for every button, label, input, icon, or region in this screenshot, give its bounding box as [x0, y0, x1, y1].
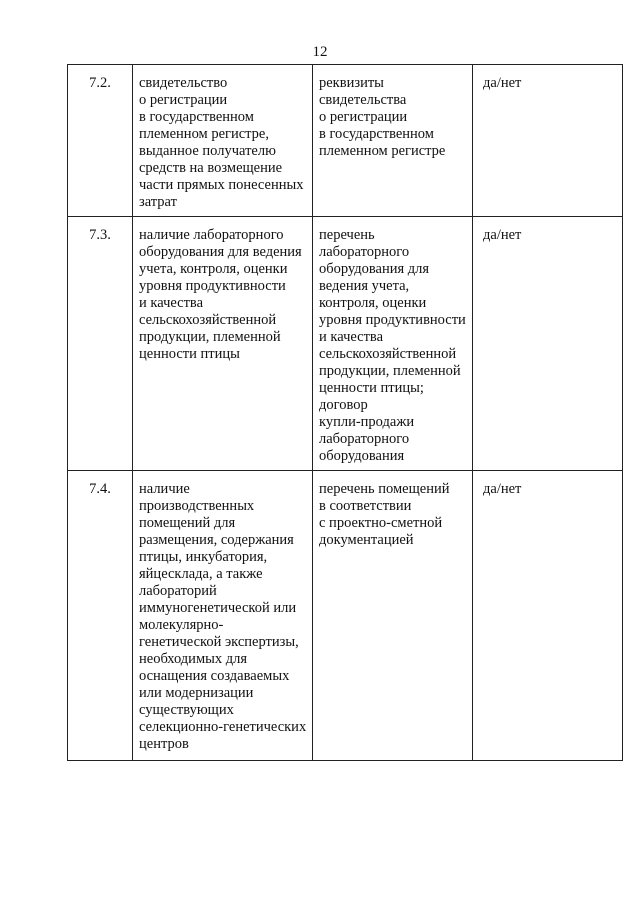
item-number: 7.3. — [68, 217, 133, 471]
table-row — [68, 471, 623, 761]
documents-text: реквизиты свидетельства о регистрации в государственном племенном регистре — [313, 65, 473, 217]
answer-text: да/нет — [473, 471, 623, 761]
page-number: 12 — [312, 44, 328, 60]
criterion-text: свидетельство о регистрации в государственном племенном регистре, выданное получателю средств на возмещение части прямых понесенных затрат — [133, 65, 313, 217]
table-row — [68, 217, 623, 471]
item-number: 7.4. — [68, 471, 133, 761]
answer-text: да/нет — [473, 217, 623, 471]
table-row — [68, 65, 623, 217]
criterion-text: наличие производственных помещений для размещения, содержания птицы, инкубатория, яйцесклада, а также лабораторий иммуногенетической или молекулярно- генетической экспертизы, необходимых для оснащения создаваемых или модернизации существующих селекционно-генетических центров — [133, 471, 313, 761]
documents-text: перечень лабораторного оборудования для ведения учета, контроля, оценки уровня продуктивности и качества сельскохозяйственной продукции, племенной ценности птицы; договор купли-продажи лабораторного оборудования — [313, 217, 473, 471]
criterion-text: наличие лабораторного оборудования для ведения учета, контроля, оценки уровня продуктивности и качества сельскохозяйственной продукции, племенной ценности птицы — [133, 217, 313, 471]
documents-text: перечень помещений в соответствии с проектно-сметной документацией — [313, 471, 473, 761]
requirements-table — [67, 64, 623, 761]
item-number: 7.2. — [68, 65, 133, 217]
answer-text: да/нет — [473, 65, 623, 217]
